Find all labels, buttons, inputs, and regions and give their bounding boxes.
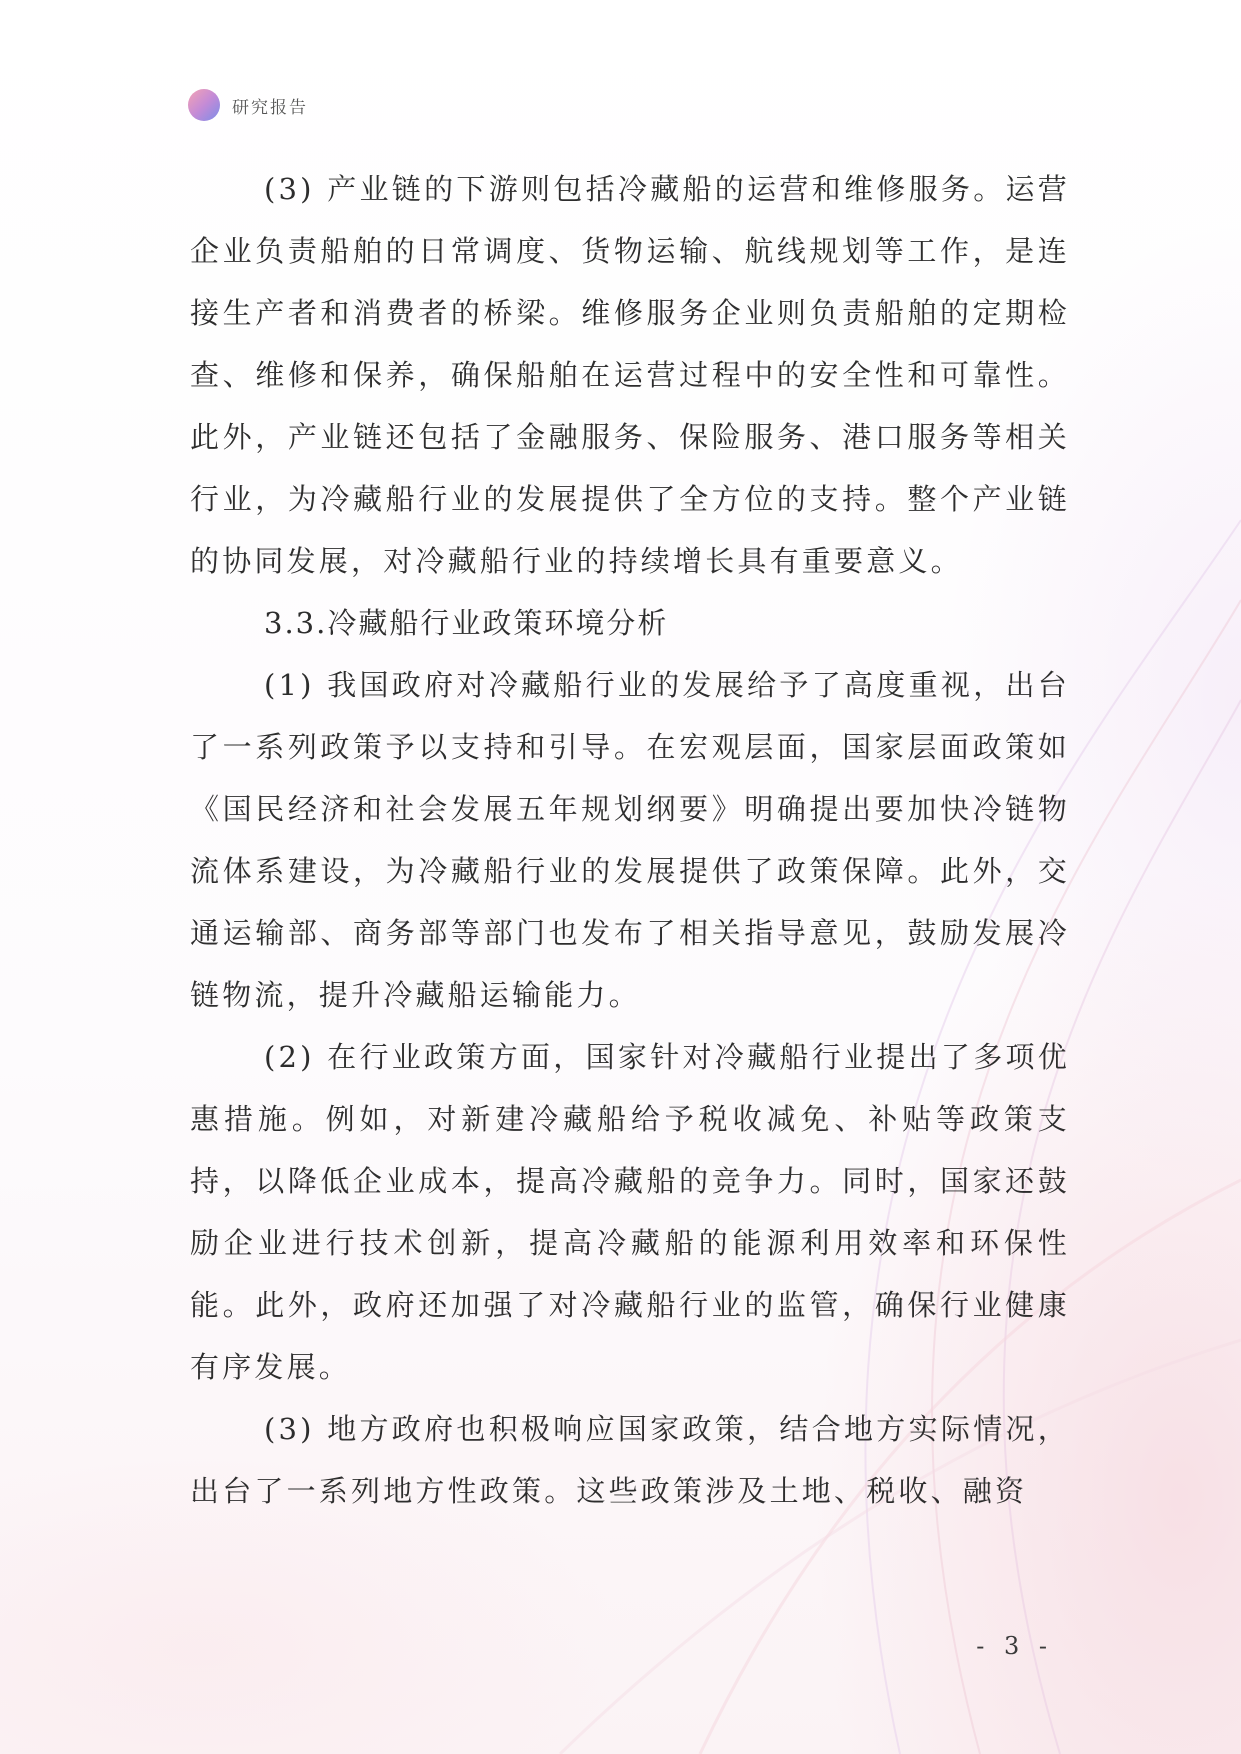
section-heading-policy: 3.3.冷藏船行业政策环境分析	[264, 606, 669, 640]
report-header	[188, 88, 308, 122]
paragraph-policy-2: (2) 在行业政策方面，国家针对冷藏船行业提出了多项优惠措施。例如，对新建冷藏船给予税收减免、补贴等政策支持，以降低企业成本，提高冷藏船的竞争力。同时，国家还鼓励企业进行技术创新，提高冷藏船的能源利用效率和环保性能。此外，政府还加强了对冷藏船行业的监管，确保行业健康有序发展。	[190, 1040, 1070, 1384]
paragraph-downstream-chain: (3) 产业链的下游则包括冷藏船的运营和维修服务。运营企业负责船舶的日常调度、货物运输、航线规划等工作，是连接生产者和消费者的桥梁。维修服务企业则负责船舶的定期检查、维修和保养，确保船舶在运营过程中的安全性和可靠性。此外，产业链还包括了金融服务、保险服务、港口服务等相关行业，为冷藏船行业的发展提供了全方位的支持。整个产业链的协同发展，对冷藏船行业的持续增长具有重要意义。	[190, 172, 1070, 578]
header-title: 研究报告	[232, 97, 308, 118]
page-number: - 3 -	[976, 1632, 1053, 1660]
paragraph-policy-3: (3) 地方政府也积极响应国家政策，结合地方实际情况，出台了一系列地方性政策。这些政策涉及土地、税收、融资	[190, 1412, 1070, 1508]
paragraph-policy-1: (1) 我国政府对冷藏船行业的发展给予了高度重视，出台了一系列政策予以支持和引导。在宏观层面，国家层面政策如《国民经济和社会发展五年规划纲要》明确提出要加快冷链物流体系建设，为冷藏船行业的发展提供了政策保障。此外，交通运输部、商务部等部门也发布了相关指导意见，鼓励发展冷链物流，提升冷藏船运输能力。	[190, 668, 1070, 1012]
report-body	[190, 158, 1070, 1522]
logo-icon	[188, 89, 220, 121]
